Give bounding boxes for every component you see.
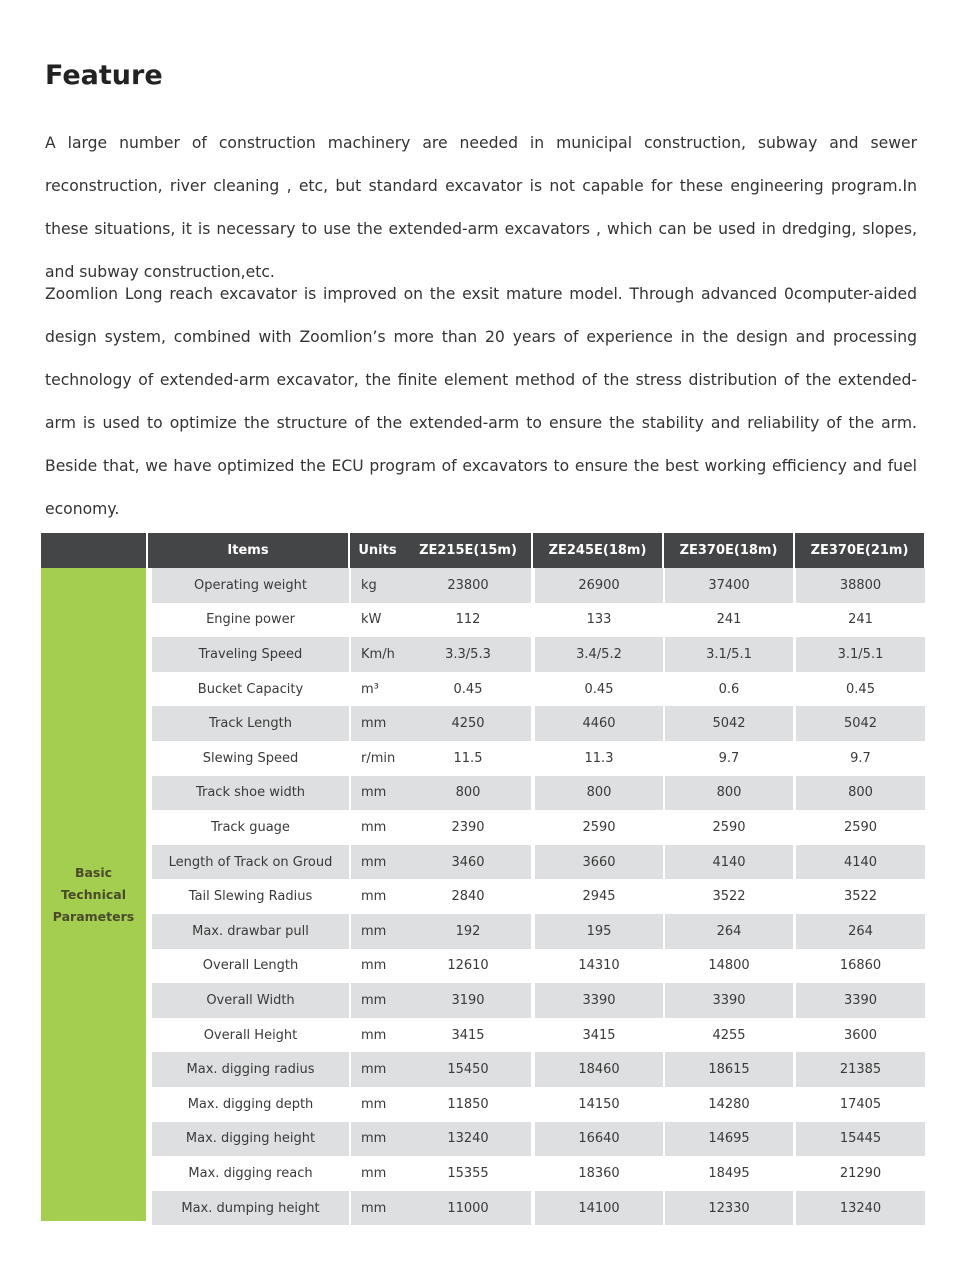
value-cell-model-3: 5042	[665, 706, 793, 741]
value-cell-model-3: 800	[665, 776, 793, 811]
table-row	[41, 568, 929, 603]
unit-cell: kW	[361, 612, 382, 628]
header-model-2: ZE245E(18m)	[533, 533, 662, 568]
value-cell-model-3: 14695	[665, 1122, 793, 1157]
unit-cell: m³	[361, 681, 379, 697]
unit-cell: r/min	[361, 750, 396, 766]
value-cell-model-3: 37400	[665, 568, 793, 603]
unit-cell: mm	[351, 914, 405, 949]
item-cell: Overall Length	[202, 958, 299, 974]
value-cell-model-1: 12610	[447, 958, 489, 974]
value-cell-model-4: 4140	[796, 845, 925, 880]
value-cell-model-4: 16860	[839, 958, 882, 974]
table-row	[41, 845, 929, 880]
table-row	[41, 1052, 929, 1087]
unit-cell: mm	[361, 1027, 387, 1043]
table-row	[41, 1156, 929, 1191]
group-label-line-1: Basic Technical	[61, 864, 126, 902]
unit-cell: mm	[351, 845, 405, 880]
value-cell-model-2: 3.4/5.2	[535, 637, 663, 672]
table-row	[41, 949, 929, 984]
value-cell-model-2: 3660	[535, 845, 663, 880]
unit-cell: mm	[351, 983, 405, 1018]
value-cell-model-2: 2945	[582, 889, 616, 905]
value-cell-model-4: 38800	[796, 568, 925, 603]
value-cell-model-3: 14280	[708, 1096, 750, 1112]
header-units: Units	[350, 533, 405, 568]
item-cell: Track shoe width	[152, 776, 349, 811]
value-cell-model-1: 0.45	[453, 681, 483, 697]
item-cell: Tail Slewing Radius	[188, 889, 313, 905]
item-cell: Length of Track on Groud	[152, 845, 349, 880]
value-cell-model-2: 4460	[535, 706, 663, 741]
value-cell-model-4: 800	[796, 776, 925, 811]
value-cell-model-3: 0.6	[718, 681, 740, 697]
item-cell: Overall Height	[203, 1027, 298, 1043]
value-cell-model-4: 264	[796, 914, 925, 949]
value-cell-model-2: 800	[535, 776, 663, 811]
item-cell: Traveling Speed	[152, 637, 349, 672]
item-cell: Max. dumping height	[152, 1191, 349, 1226]
unit-cell: mm	[351, 1191, 405, 1226]
value-cell-model-3: 264	[665, 914, 793, 949]
value-cell-model-3: 3390	[665, 983, 793, 1018]
value-cell-model-1: 3190	[405, 983, 531, 1018]
unit-cell: mm	[351, 706, 405, 741]
value-cell-model-2: 14310	[578, 958, 620, 974]
table-row	[41, 672, 929, 707]
table-row	[41, 983, 929, 1018]
value-cell-model-2: 195	[535, 914, 663, 949]
table-row	[41, 706, 929, 741]
value-cell-model-3: 18495	[708, 1165, 750, 1181]
table-row	[41, 1191, 929, 1226]
value-cell-model-4: 13240	[796, 1191, 925, 1226]
value-cell-model-2: 26900	[535, 568, 663, 603]
item-cell: Track Length	[152, 706, 349, 741]
header-corner	[41, 533, 146, 568]
value-cell-model-4: 9.7	[850, 750, 871, 766]
value-cell-model-2: 133	[586, 612, 612, 628]
value-cell-model-2: 2590	[582, 819, 616, 835]
header-model-1: ZE215E(15m)	[405, 533, 531, 568]
value-cell-model-3: 4140	[665, 845, 793, 880]
value-cell-model-4: 3522	[843, 889, 878, 905]
value-cell-model-3: 3522	[712, 889, 746, 905]
item-cell: Max. drawbar pull	[152, 914, 349, 949]
table-row	[41, 1122, 929, 1157]
table-row	[41, 879, 929, 914]
unit-cell: mm	[351, 1122, 405, 1157]
value-cell-model-4: 3.1/5.1	[796, 637, 925, 672]
item-cell: Operating weight	[152, 568, 349, 603]
table-row	[41, 1018, 929, 1053]
header-items: Items	[148, 533, 348, 568]
value-cell-model-2: 14100	[535, 1191, 663, 1226]
value-cell-model-3: 241	[716, 612, 742, 628]
value-cell-model-1: 2840	[451, 889, 485, 905]
value-cell-model-3: 3.1/5.1	[665, 637, 793, 672]
unit-cell: mm	[351, 776, 405, 811]
table-row	[41, 776, 929, 811]
value-cell-model-3: 18615	[665, 1052, 793, 1087]
value-cell-model-4: 17405	[839, 1096, 882, 1112]
value-cell-model-2: 16640	[535, 1122, 663, 1157]
value-cell-model-1: 23800	[405, 568, 531, 603]
item-cell: Overall Width	[152, 983, 349, 1018]
value-cell-model-1: 2390	[451, 819, 485, 835]
intro-paragraph: A large number of construction machinery are needed in municipal construction, subway and sewer reconstruction, river cleaning , etc, but standard excavator is not capable for these engineering program.In these situations, it is necessary to use the extended-arm excavators , which can be used in dredging, slopes, and subway construction,etc.	[45, 134, 917, 281]
value-cell-model-2: 18360	[578, 1165, 620, 1181]
value-cell-model-3: 12330	[665, 1191, 793, 1226]
description-paragraph: Zoomlion Long reach excavator is improved on the exsit mature model. Through advanced 0computer-aided design system, combined with Zoomlion’s more than 20 years of experience in the design and processing technology of extended-arm excavator, the finite element method of the stress distribution of the extended-arm is used to optimize the structure of the extended-arm to ensure the stability and reliability of the arm. Beside that, we have optimized the ECU program of excavators to ensure the best working efficiency and fuel economy.	[45, 285, 917, 518]
item-cell: Bucket Capacity	[197, 681, 304, 697]
unit-cell: mm	[361, 1096, 387, 1112]
value-cell-model-2: 3390	[535, 983, 663, 1018]
value-cell-model-1: 3460	[405, 845, 531, 880]
value-cell-model-2: 0.45	[584, 681, 614, 697]
value-cell-model-4: 241	[848, 612, 873, 628]
value-cell-model-1: 3415	[451, 1027, 485, 1043]
item-cell: Slewing Speed	[202, 750, 299, 766]
value-cell-model-2: 18460	[535, 1052, 663, 1087]
value-cell-model-4: 15445	[796, 1122, 925, 1157]
value-cell-model-4: 3600	[843, 1027, 878, 1043]
item-cell: Track guage	[211, 819, 290, 835]
value-cell-model-1: 11850	[447, 1096, 489, 1112]
group-label-line-2: Parameters	[52, 908, 135, 924]
value-cell-model-4: 0.45	[846, 681, 875, 697]
value-cell-model-2: 3415	[582, 1027, 616, 1043]
value-cell-model-2: 11.3	[584, 750, 614, 766]
value-cell-model-1: 11.5	[453, 750, 483, 766]
value-cell-model-3: 14800	[708, 958, 750, 974]
value-cell-model-1: 4250	[405, 706, 531, 741]
value-cell-model-1: 112	[455, 612, 481, 628]
item-cell: Max. digging depth	[187, 1096, 314, 1112]
item-cell: Max. digging height	[152, 1122, 349, 1157]
value-cell-model-4: 3390	[796, 983, 925, 1018]
value-cell-model-1: 3.3/5.3	[405, 637, 531, 672]
unit-cell: Km/h	[351, 637, 405, 672]
value-cell-model-3: 4255	[712, 1027, 746, 1043]
table-row	[41, 1087, 929, 1122]
unit-cell: mm	[361, 1165, 387, 1181]
table-row	[41, 914, 929, 949]
value-cell-model-4: 2590	[843, 819, 878, 835]
value-cell-model-4: 21290	[839, 1165, 882, 1181]
value-cell-model-1: 800	[405, 776, 531, 811]
value-cell-model-1: 15355	[447, 1165, 489, 1181]
value-cell-model-3: 9.7	[718, 750, 740, 766]
value-cell-model-2: 14150	[578, 1096, 620, 1112]
unit-cell: mm	[361, 958, 387, 974]
value-cell-model-4: 5042	[796, 706, 925, 741]
value-cell-model-1: 15450	[405, 1052, 531, 1087]
table-row	[41, 741, 929, 776]
table-row	[41, 637, 929, 672]
value-cell-model-1: 13240	[405, 1122, 531, 1157]
table-row	[41, 603, 929, 638]
value-cell-model-4: 21385	[796, 1052, 925, 1087]
value-cell-model-1: 11000	[405, 1191, 531, 1226]
unit-cell: mm	[351, 1052, 405, 1087]
value-cell-model-1: 192	[405, 914, 531, 949]
item-cell: Engine power	[206, 612, 295, 628]
unit-cell: kg	[351, 568, 405, 603]
unit-cell: mm	[361, 889, 387, 905]
unit-cell: mm	[361, 819, 387, 835]
page-title: Feature	[45, 60, 163, 91]
item-cell: Max. digging reach	[188, 1165, 313, 1181]
header-model-3: ZE370E(18m)	[664, 533, 793, 568]
header-model-4: ZE370E(21m)	[795, 533, 924, 568]
table-row	[41, 810, 929, 845]
value-cell-model-3: 2590	[712, 819, 746, 835]
item-cell: Max. digging radius	[152, 1052, 349, 1087]
